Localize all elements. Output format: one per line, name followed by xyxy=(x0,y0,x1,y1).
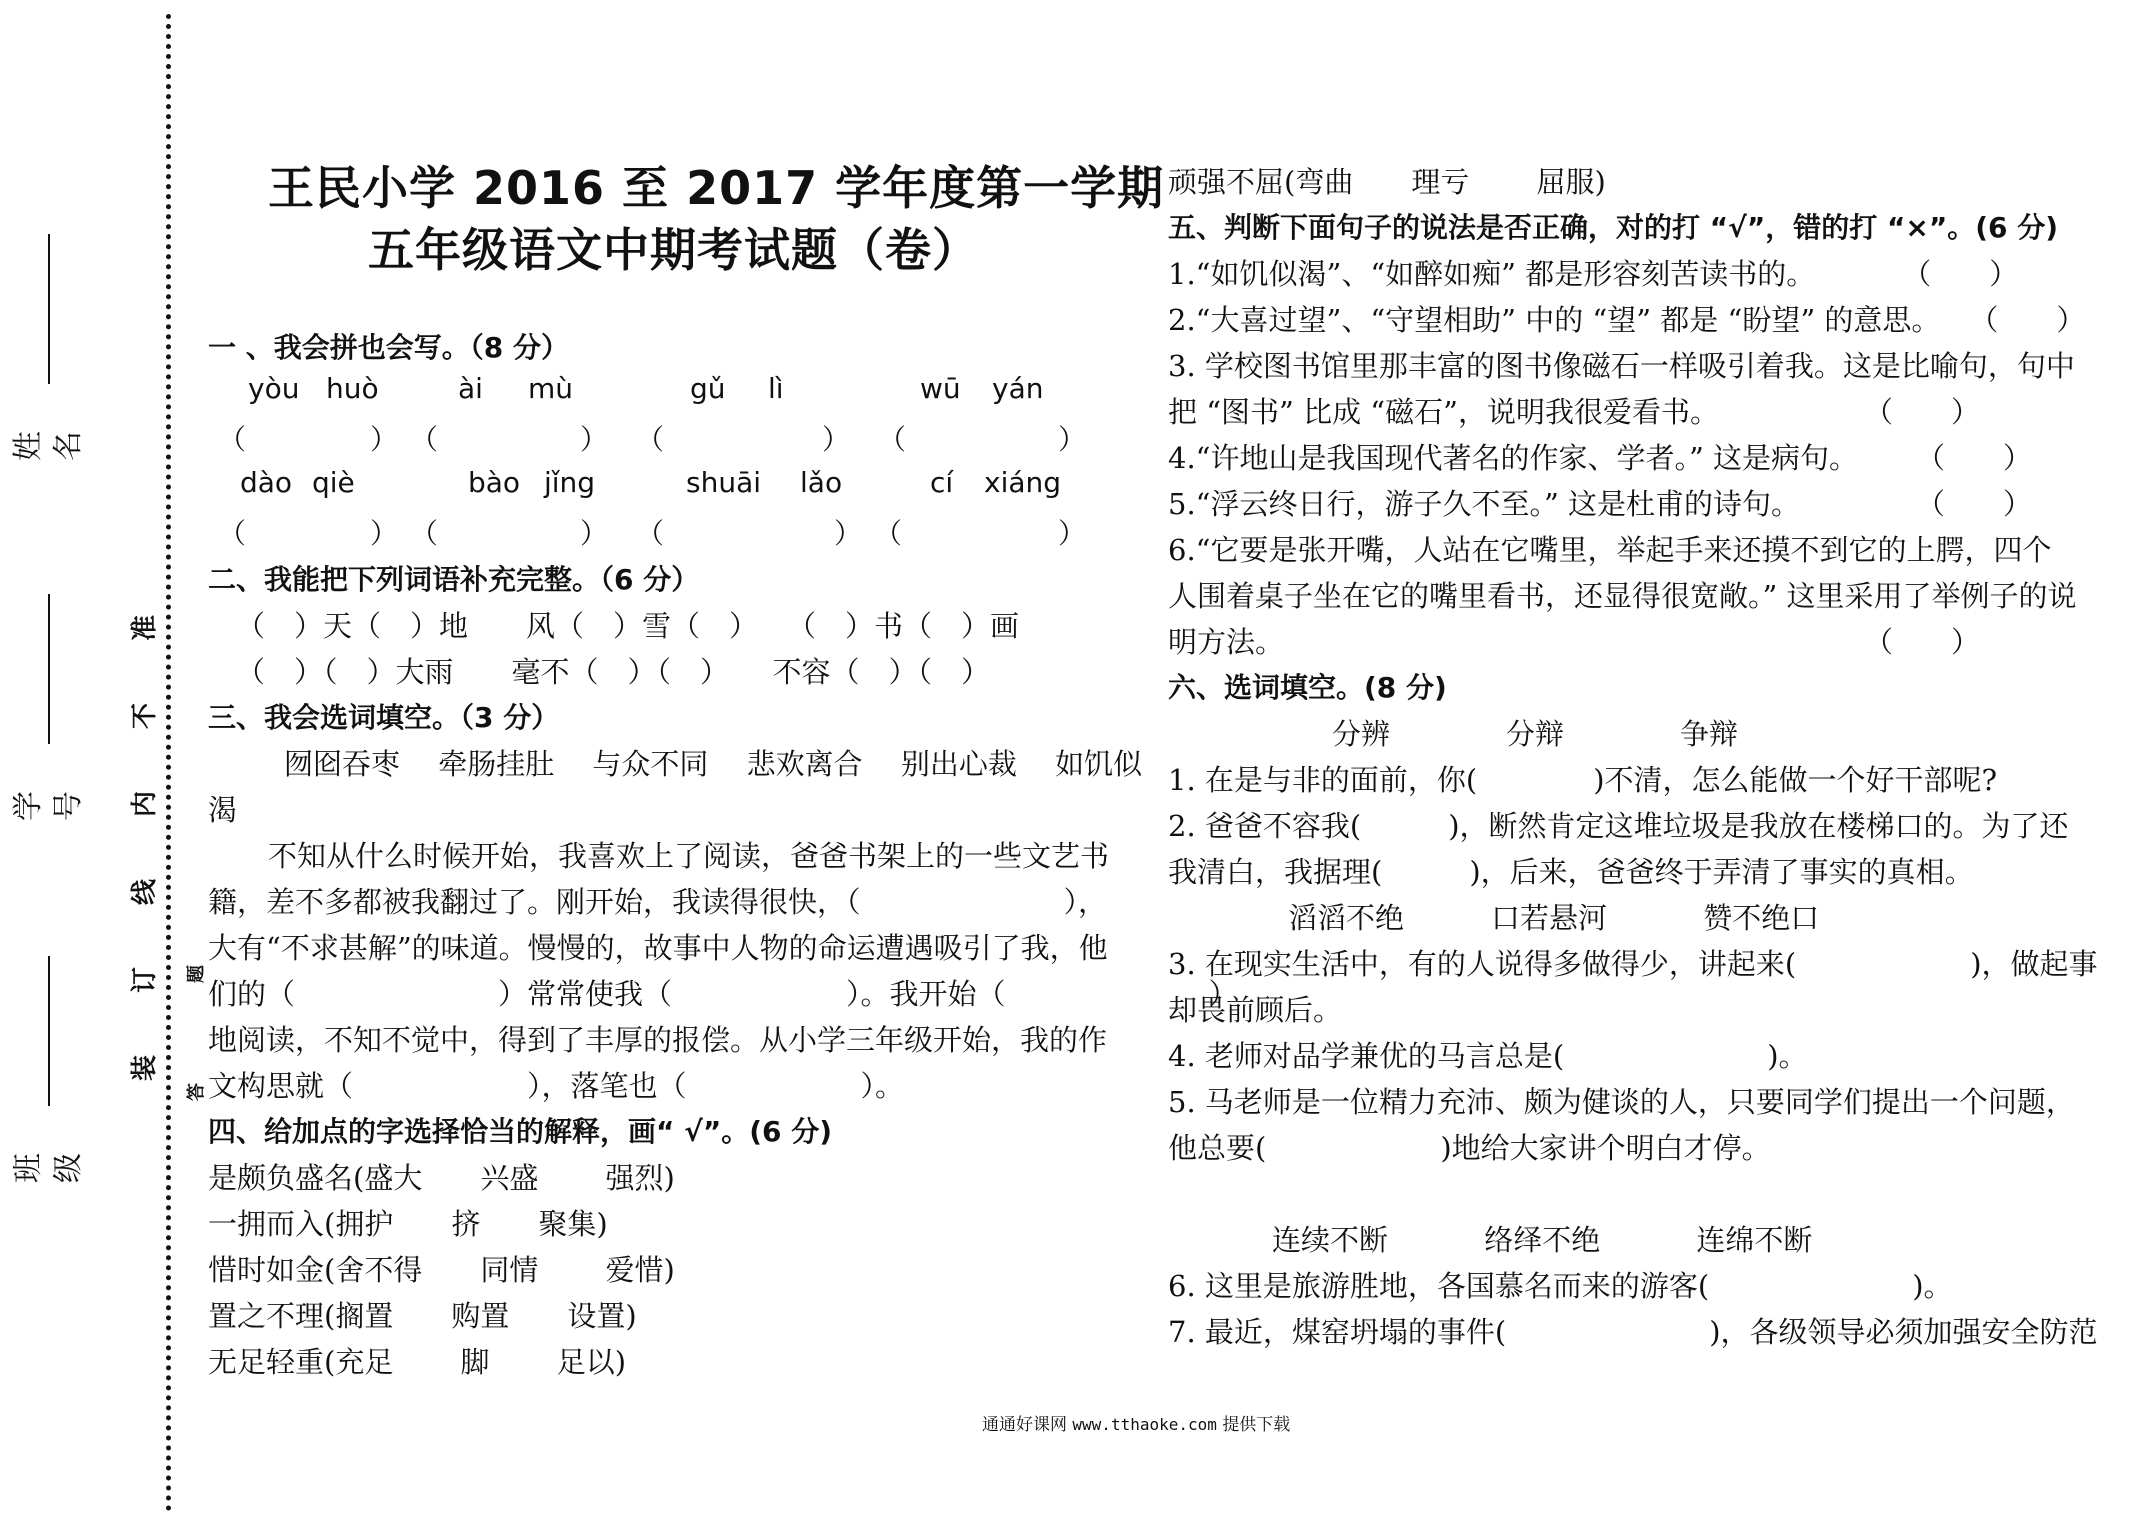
section3-passage-line[interactable]: 们的（ ）常常使我（ ）。我开始（ ） xyxy=(208,977,1238,1011)
section1-heading: 一 、我会拼也会写。（8 分） xyxy=(208,331,569,364)
section6-question[interactable]: 6. 这里是旅游胜地，各国慕名而来的游客( )。 xyxy=(1168,1269,1953,1303)
section3-passage-line: 地阅读，不知不觉中，得到了丰厚的报偿。从小学三年级开始，我的作 xyxy=(208,1023,1108,1057)
section6-question[interactable]: 我清白，我据理( )，后来，爸爸终于弄清了事实的真相。 xyxy=(1168,855,1974,889)
section2-line2[interactable]: （ ）（ ）大雨 毫不（ ）（ ） 不容（ ）（ ） xyxy=(236,655,991,689)
exam-title-line1: 王民小学 2016 至 2017 学年度第一学期 xyxy=(268,161,1165,215)
section3-heading: 三、我会选词填空。（3 分） xyxy=(208,701,560,734)
binding-notice-small-char: 题 xyxy=(186,965,207,983)
binding-notice-char: 装 xyxy=(130,1054,161,1082)
pinyin: qiè xyxy=(312,466,355,499)
footer-site-name: 通通好课网 xyxy=(982,1415,1067,1435)
section4-item[interactable]: 一拥而入(拥护 挤 聚集) xyxy=(208,1207,608,1241)
pinyin: lì xyxy=(768,372,784,405)
pinyin-row-1 xyxy=(240,372,1080,408)
class-field[interactable] xyxy=(11,950,86,1204)
section4-heading: 四、给加点的字选择恰当的解释，画“ √”。(6 分) xyxy=(208,1115,833,1148)
student-id-field[interactable] xyxy=(11,588,86,842)
pinyin: ài xyxy=(458,372,483,405)
pinyin: dào xyxy=(240,466,293,499)
section2-line1[interactable]: （ ）天（ ）地 风（ ）雪（ ） （ ）书（ ）画 xyxy=(236,609,1020,643)
footer-credit xyxy=(982,1410,1290,1435)
section5-heading: 五、判断下面句子的说法是否正确，对的打 “√”，错的打 “×”。(6 分) xyxy=(1168,211,2059,244)
section5-statement[interactable]: 4.“许地山是我国现代著名的作家、学者。” 这是病句。 （ ） xyxy=(1168,441,2033,475)
student-id-underline xyxy=(48,594,50,744)
section6-question[interactable]: 4. 老师对品学兼优的马言总是( )。 xyxy=(1168,1039,1808,1073)
binding-notice-char: 线 xyxy=(130,878,161,906)
pinyin: xiáng xyxy=(984,466,1062,499)
section3-passage-line[interactable]: 文构思就（ ），落笔也（ ）。 xyxy=(208,1069,905,1103)
pinyin: jǐng xyxy=(544,466,596,499)
section4-item[interactable]: 是颇负盛名(盛大 兴盛 强烈) xyxy=(208,1161,675,1195)
pinyin-row-2 xyxy=(240,466,1080,502)
pinyin: wū xyxy=(920,372,961,405)
binding-notice-char: 订 xyxy=(130,966,161,994)
section5-statement: 人围着桌子坐在它的嘴里看书，还显得很宽敞。” 这里采用了举例子的说 xyxy=(1168,579,2077,613)
section3-word-bank-cont: 渴 xyxy=(208,793,238,827)
section6-question[interactable]: 2. 爸爸不容我( )，断然肯定这堆垃圾是我放在楼梯口的。为了还 xyxy=(1168,809,2069,843)
section6-word-bank: 分辨 分辩 争辩 xyxy=(1332,717,1739,751)
binding-notice-small-char: 答 xyxy=(186,1083,207,1101)
section5-statement[interactable]: 1.“如饥似渴”、“如醉如痴” 都是形容刻苦读书的。 （ ） xyxy=(1168,257,2019,291)
section5-statement[interactable]: 把 “图书” 比成 “磁石”，说明我很爱看书。 （ ） xyxy=(1168,395,1980,429)
section5-statement: 6.“它要是张开嘴，人站在它嘴里，举起手来还摸不到它的上腭，四个 xyxy=(1168,533,2052,567)
section6-question[interactable]: 7. 最近，煤窑坍塌的事件( )，各级领导必须加强安全防范 xyxy=(1168,1315,2098,1349)
class-label: 班级 xyxy=(11,1153,86,1183)
answer-blanks-row-2[interactable]: （ ） （ ） （ ） （ ） xyxy=(218,517,1087,550)
section6-question[interactable]: 1. 在是与非的面前，你( )不清，怎么能做一个好干部呢? xyxy=(1168,763,1998,797)
footer-url[interactable]: www.tthaoke.com xyxy=(1072,1415,1217,1434)
section6-heading: 六、选词填空。(8 分) xyxy=(1168,671,1447,704)
pinyin: mù xyxy=(528,372,574,405)
answer-blanks-row-1[interactable]: （ ） （ ） （ ） （ ） xyxy=(218,423,1087,456)
section6-question: 5. 马老师是一位精力充沛、颇为健谈的人，只要同学们提出一个问题， xyxy=(1168,1085,2075,1119)
footer-suffix: 提供下载 xyxy=(1222,1415,1291,1435)
pinyin: yán xyxy=(992,372,1044,405)
class-underline xyxy=(48,956,50,1106)
name-underline xyxy=(48,234,50,384)
binding-notice-char: 内 xyxy=(130,790,161,818)
binding-notice-char: 准 xyxy=(130,614,161,642)
section3-passage-line[interactable]: 籍，差不多都被我翻过了。刚开始，我读得很快，（ ）， xyxy=(208,885,1108,919)
section6-word-bank: 滔滔不绝 口若悬河 赞不绝口 xyxy=(1288,901,1820,935)
section6-word-bank: 连续不断 络绎不绝 连绵不断 xyxy=(1272,1223,1813,1257)
pinyin: shuāi xyxy=(686,466,762,499)
section5-statement: 3. 学校图书馆里那丰富的图书像磁石一样吸引着我。这是比喻句，句中 xyxy=(1168,349,2075,383)
pinyin: yòu xyxy=(248,372,300,405)
section3-passage-line: 不知从什么时候开始，我喜欢上了阅读，爸爸书架上的一些文艺书 xyxy=(268,839,1110,873)
exam-title-line2: 五年级语文中期考试题（卷） xyxy=(368,223,979,277)
name-field[interactable] xyxy=(11,228,86,482)
section4-item[interactable]: 惜时如金(舍不得 同情 爱惜) xyxy=(208,1253,675,1287)
section6-question[interactable]: 3. 在现实生活中，有的人说得多做得少，讲起来( )，做起事 xyxy=(1168,947,2098,981)
student-id-label: 学号 xyxy=(11,791,86,821)
pinyin: bào xyxy=(468,466,521,499)
section5-statement[interactable]: 2.“大喜过望”、“守望相助” 中的 “望” 都是 “盼望” 的意思。 （ ） xyxy=(1168,303,2086,337)
name-label: 姓名 xyxy=(11,431,86,461)
section5-statement[interactable]: 明方法。 （ ） xyxy=(1168,625,1981,659)
pinyin: huò xyxy=(326,372,379,405)
section5-statement[interactable]: 5.“浮云终日行，游子久不至。” 这是杜甫的诗句。 （ ） xyxy=(1168,487,2033,521)
section2-heading: 二、我能把下列词语补充完整。（6 分） xyxy=(208,563,700,596)
pinyin: gǔ xyxy=(690,372,726,405)
section3-word-bank: 囫囵吞枣 牵肠挂肚 与众不同 悲欢离合 别出心裁 如饥似 xyxy=(284,747,1143,781)
section6-question: 却畏前顾后。 xyxy=(1168,993,1343,1027)
section4-item[interactable]: 置之不理(搁置 购置 设置) xyxy=(208,1299,637,1333)
section6-question[interactable]: 他总要( )地给大家讲个明白才停。 xyxy=(1168,1131,1771,1165)
section3-passage-line: 大有“不求甚解”的味道。慢慢的，故事中人物的命运遭遇吸引了我，他 xyxy=(208,931,1108,965)
binding-notice-char: 不 xyxy=(130,702,161,730)
pinyin: lǎo xyxy=(800,466,843,499)
binding-dotted-line xyxy=(166,14,171,1512)
pinyin: cí xyxy=(930,466,954,499)
section4-item[interactable]: 无足轻重(充足 脚 足以) xyxy=(208,1345,627,1379)
binding-notice xyxy=(130,584,207,1112)
section4-item[interactable]: 顽强不屈(弯曲 理亏 屈服) xyxy=(1168,165,1606,199)
